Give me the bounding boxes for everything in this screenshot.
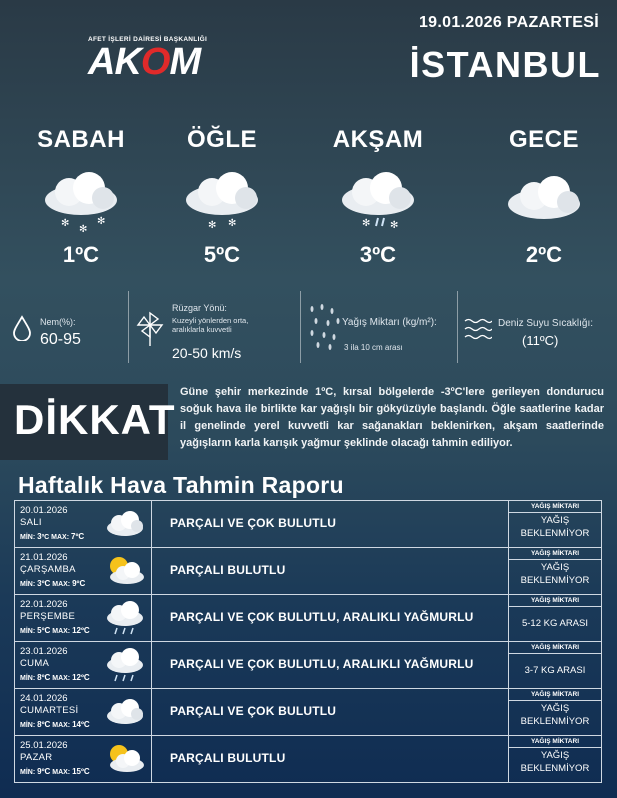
sleet-cloud-icon: [328, 168, 428, 238]
water-drop-icon: [12, 315, 32, 341]
precip-value: YAĞIŞ BEKLENMİYOR: [520, 750, 590, 774]
warning-text: Güne şehir merkezinde 1ºC, kırsal bölgelerde -3ºC'lere gerileyen dondurucu soğuk hava ile birlikte kar yağışlı bir gökyüzüyle başlandı. Öğle saatlerine kadar il genelinde yerel kuvvetli kar sağanakları beklenirken, akşam saatlerinde yağışların karla karışık yağmur şeklinde olacağı tahmin ediliyor.: [180, 386, 604, 449]
period-name: SABAH: [37, 126, 125, 153]
snow-cloud-icon: [31, 168, 131, 238]
rain-cloud-icon: [101, 647, 147, 683]
wind-label: Rüzgar Yönü:: [172, 303, 227, 313]
period-sabah: [16, 126, 146, 268]
humidity-cell: [10, 287, 120, 367]
day-date: 21.01.2026: [20, 552, 68, 563]
day-cell: [14, 642, 152, 688]
sun-cloud-icon: [101, 741, 147, 777]
cloud-icon: [101, 694, 147, 730]
divider: [457, 291, 458, 363]
precip-header: YAĞIŞ MİKTARI: [509, 642, 601, 654]
humidity-label: Nem(%):: [40, 317, 76, 327]
day-cell: [14, 736, 152, 782]
sea-temp-label: Deniz Suyu Sıcaklığı:: [498, 318, 594, 329]
period-gece: [479, 126, 609, 268]
desc-cell: [152, 642, 508, 688]
rain-drops-icon: [306, 301, 342, 351]
day-date: 25.01.2026: [20, 740, 68, 751]
day-cell: [14, 595, 152, 641]
precip-value: YAĞIŞ BEKLENMİYOR: [520, 515, 590, 539]
precip-cell: [508, 689, 602, 735]
wind-cell: [134, 287, 296, 367]
table-row: [14, 595, 602, 642]
precip-cell: [508, 642, 602, 688]
desc-cell: [152, 548, 508, 594]
cloud-icon: [494, 168, 594, 238]
svg-text:✻: ✻: [228, 218, 237, 229]
weekly-title: Haftalık Hava Tahmin Raporu: [18, 472, 344, 498]
cloud-icon: [101, 506, 147, 542]
day-date: 24.01.2026: [20, 693, 68, 704]
warning-title: DİKKAT: [14, 396, 176, 443]
day-name: SALI: [20, 517, 42, 528]
pinwheel-icon: [136, 311, 164, 347]
wind-value: 20-50 km/s: [172, 345, 242, 361]
precip-cell: [304, 287, 454, 367]
day-date: 20.01.2026: [20, 505, 68, 516]
day-name: CUMA: [20, 658, 50, 669]
period-name: AKŞAM: [332, 126, 424, 153]
precip-value: 3 ila 10 cm arası: [344, 343, 403, 352]
day-description: PARÇALI BULUTLU: [170, 751, 286, 765]
day-description: PARÇALI VE ÇOK BULUTLU, ARALIKLI YAĞMURLU: [170, 610, 474, 624]
day-cell: [14, 689, 152, 735]
day-description: PARÇALI BULUTLU: [170, 563, 286, 577]
day-min-max: MİN: 9ºC MAX: 15ºC: [20, 767, 90, 776]
day-date: 22.01.2026: [20, 599, 68, 610]
period-aksam: [313, 126, 443, 268]
day-min-max: MİN: 8ºC MAX: 12ºC: [20, 673, 90, 682]
day-min-max: MİN: 3ºC MAX: 9ºC: [20, 579, 86, 588]
wind-detail-1: Kuzeyli yönlerden orta,: [172, 316, 249, 325]
logo-subtitle: AFET İŞLERİ DAİRESİ BAŞKANLIĞI: [88, 36, 208, 43]
period-temp: 3ºC: [359, 242, 397, 267]
report-date: 19.01.2026 PAZARTESİ: [418, 14, 599, 31]
svg-text:✻: ✻: [79, 224, 88, 235]
snow-cloud-icon: [172, 168, 272, 238]
period-temp: 1ºC: [62, 242, 100, 267]
period-name: ÖĞLE: [186, 126, 257, 153]
precip-value: 3-7 KG ARASI: [524, 665, 586, 676]
desc-cell: [152, 736, 508, 782]
precip-cell: [508, 595, 602, 641]
precip-cell: [508, 736, 602, 782]
day-description: PARÇALI VE ÇOK BULUTLU: [170, 704, 337, 718]
day-min-max: MİN: 8ºC MAX: 14ºC: [20, 720, 90, 729]
day-description: PARÇALI VE ÇOK BULUTLU: [170, 516, 337, 530]
sun-cloud-icon: [101, 553, 147, 589]
period-temp: 2ºC: [525, 242, 563, 267]
day-date: 23.01.2026: [20, 646, 68, 657]
precip-cell: [508, 501, 602, 547]
day-cell: [14, 548, 152, 594]
desc-cell: [152, 689, 508, 735]
precip-label: Yağış Miktarı (kg/m²):: [342, 317, 437, 328]
precip-header: YAĞIŞ MİKTARI: [509, 501, 601, 513]
period-ogle: [157, 126, 287, 268]
period-name: GECE: [508, 126, 579, 153]
table-row: [14, 736, 602, 783]
precip-header: YAĞIŞ MİKTARI: [509, 595, 601, 607]
table-row: [14, 642, 602, 689]
precip-value: YAĞIŞ BEKLENMİYOR: [520, 703, 590, 727]
akom-logo: AKOM: [88, 41, 201, 83]
precip-header: YAĞIŞ MİKTARI: [509, 736, 601, 748]
svg-text:✻: ✻: [61, 218, 70, 229]
rain-cloud-icon: [101, 600, 147, 636]
divider: [300, 291, 301, 363]
desc-cell: [152, 595, 508, 641]
svg-text:✻: ✻: [362, 218, 371, 229]
svg-text:✻: ✻: [208, 220, 217, 231]
precip-header: YAĞIŞ MİKTARI: [509, 689, 601, 701]
desc-cell: [152, 501, 508, 547]
day-min-max: MİN: 5ºC MAX: 12ºC: [20, 626, 90, 635]
precip-value: 5-12 KG ARASI: [521, 618, 588, 629]
day-name: PAZAR: [20, 752, 53, 763]
day-description: PARÇALI VE ÇOK BULUTLU, ARALIKLI YAĞMURLU: [170, 657, 474, 671]
info-strip: [0, 287, 617, 367]
weekly-table: [14, 500, 602, 783]
day-name: ÇARŞAMBA: [20, 564, 76, 575]
precip-value: YAĞIŞ BEKLENMİYOR: [520, 562, 590, 586]
table-row: [14, 689, 602, 736]
svg-text:✻: ✻: [390, 220, 399, 231]
city-name: İSTANBUL: [409, 44, 601, 85]
sea-temp-cell: [462, 287, 612, 367]
table-row: [14, 548, 602, 595]
table-row: [14, 501, 602, 548]
humidity-value: 60-95: [40, 331, 81, 348]
day-name: PERŞEMBE: [20, 611, 76, 622]
precip-cell: [508, 548, 602, 594]
wind-detail-2: aralıklarla kuvvetli: [172, 325, 232, 334]
precip-header: YAĞIŞ MİKTARI: [509, 548, 601, 560]
period-temp: 5ºC: [203, 242, 241, 267]
day-cell: [14, 501, 152, 547]
svg-text:✻: ✻: [97, 216, 106, 227]
wave-icon: [464, 317, 492, 343]
day-name: CUMARTESİ: [20, 705, 79, 716]
divider: [128, 291, 129, 363]
sea-temp-value: (11ºC): [522, 333, 559, 348]
day-min-max: MİN: 3ºC MAX: 7ºC: [20, 532, 85, 541]
